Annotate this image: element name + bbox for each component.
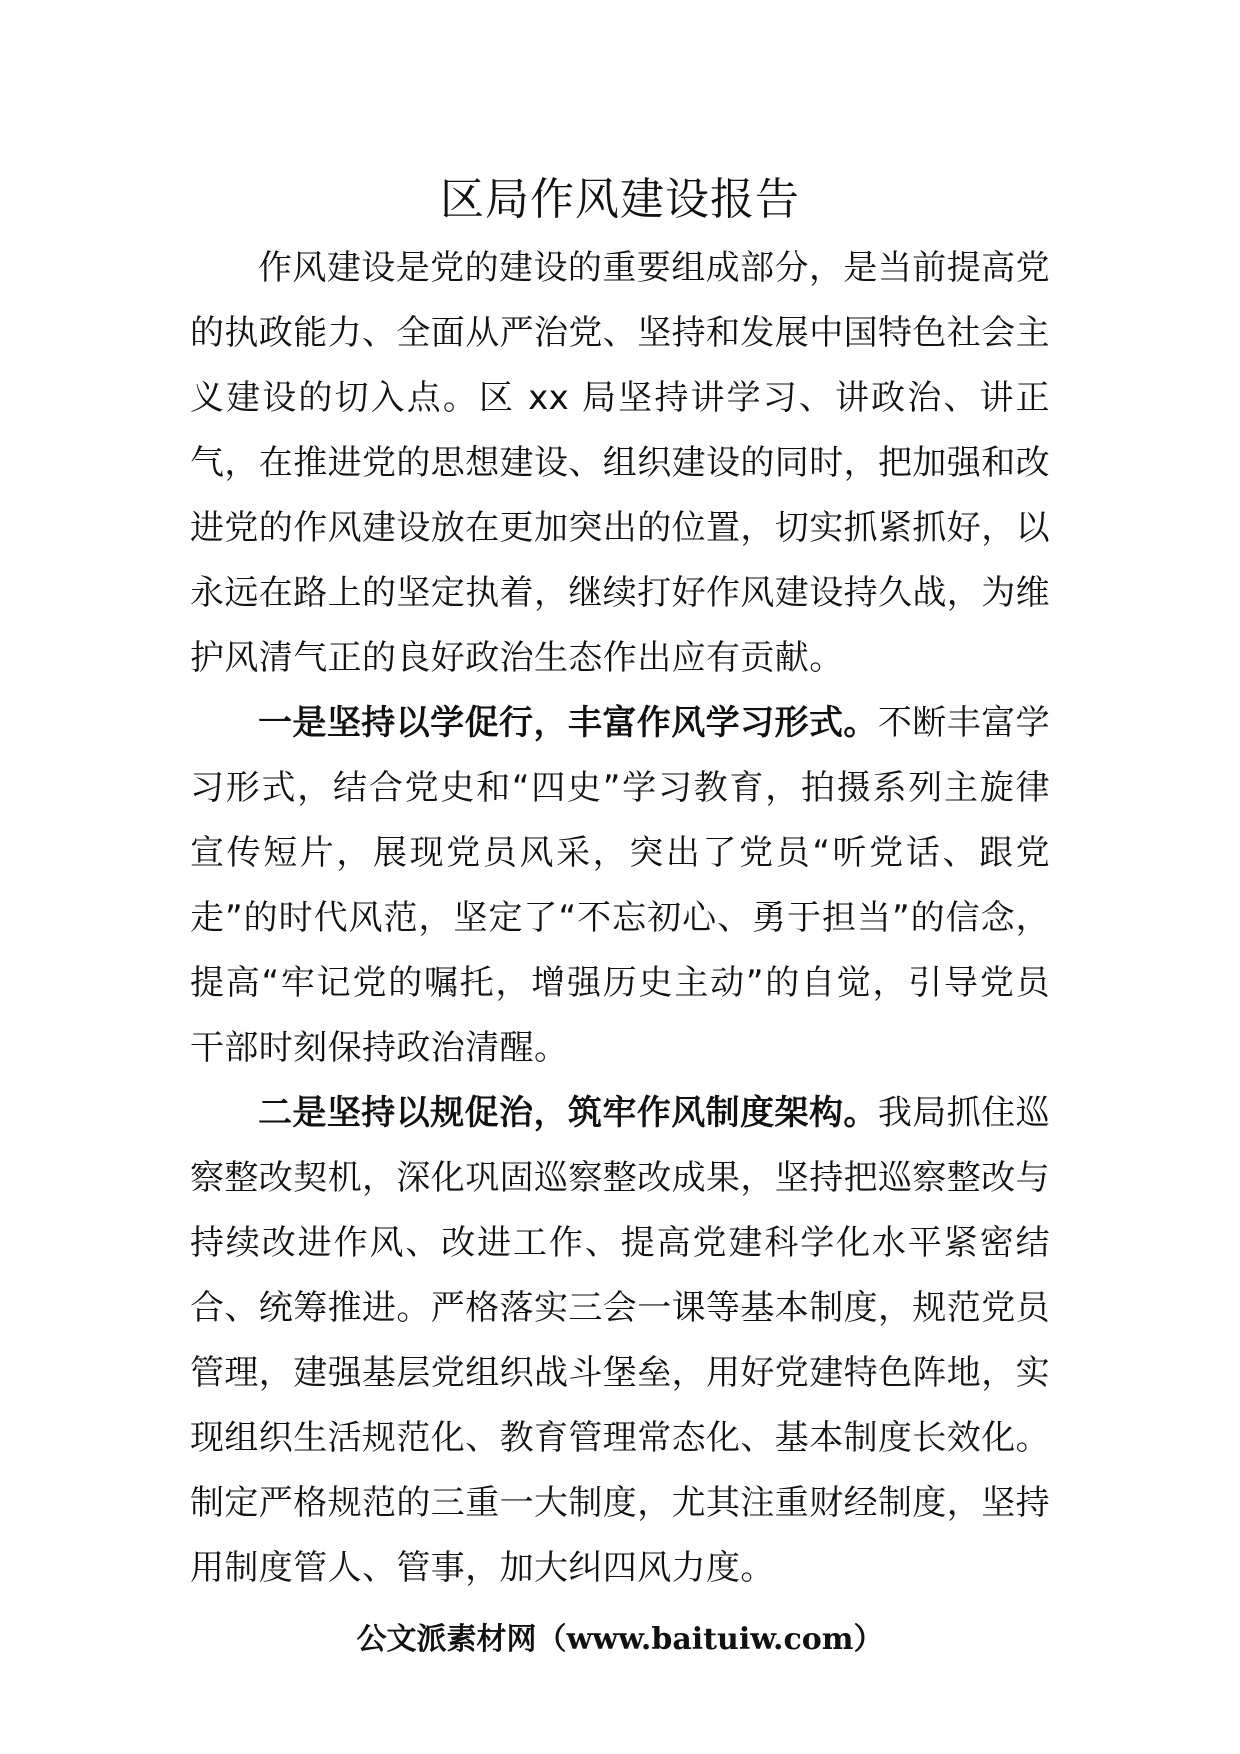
paragraph-study-lead: 一是坚持以学促行，丰富作风学习形式。 bbox=[258, 703, 878, 743]
paragraph-intro bbox=[190, 236, 1050, 691]
footer-watermark: 公文派素材网（www.baituiw.com） bbox=[356, 1622, 884, 1657]
document-title: 区局作风建设报告 bbox=[440, 174, 800, 225]
document-body bbox=[190, 236, 1050, 1601]
paragraph-intro-text: 作风建设是党的建设的重要组成部分，是当前提高党的执政能力、全面从严治党、坚持和发展中国特色社会主义建设的切入点。区 xx 局坚持讲学习、讲政治、讲正气，在推进党的思想建设、组织建设的同时，把加强和改进党的作风建设放在更加突出的位置，切实抓紧抓好，以永远在路上的坚定执着，继续打好作风建设持久战，为维护风清气正的良好政治生态作出应有贡献。 bbox=[190, 248, 1050, 678]
paragraph-rules-text: 我局抓住巡察整改契机，深化巩固巡察整改成果，坚持把巡察整改与持续改进作风、改进工作、提高党建科学化水平紧密结合、统筹推进。严格落实三会一课等基本制度，规范党员管理，建强基层党组织战斗堡垒，用好党建特色阵地，实现组织生活规范化、教育管理常态化、基本制度长效化。制定严格规范的三重一大制度，尤其注重财经制度，坚持用制度管人、管事，加大纠四风力度。 bbox=[190, 1093, 1051, 1588]
paragraph-study-text: 不断丰富学习形式，结合党史和“四史”学习教育，拍摄系列主旋律宣传短片，展现党员风采，突出了党员“听党话、跟党走”的时代风范，坚定了“不忘初心、勇于担当”的信念，提高“牢记党的嘱托，增强历史主动”的自觉，引导党员干部时刻保持政治清醒。 bbox=[190, 703, 1051, 1068]
paragraph-rules-lead: 二是坚持以规促治，筑牢作风制度架构。 bbox=[258, 1093, 878, 1133]
paragraph-study bbox=[190, 691, 1050, 1081]
paragraph-rules bbox=[190, 1081, 1050, 1601]
